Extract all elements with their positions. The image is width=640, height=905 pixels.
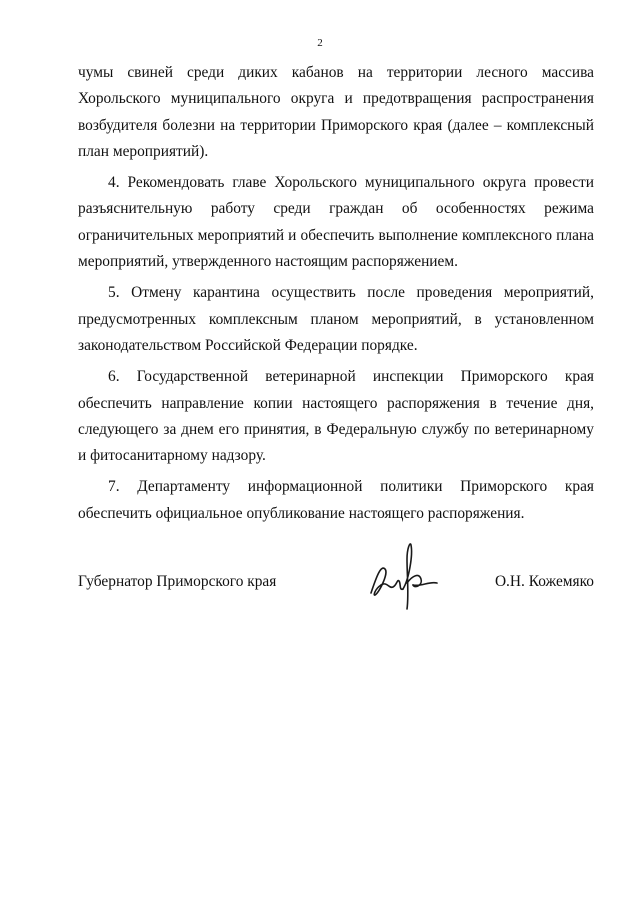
paragraph-item-7: 7. Департаменту информационной политики Приморского края обеспечить официальное опубликование настоящего распоряжения. bbox=[78, 478, 594, 522]
paragraph-item-6: 6. Государственной ветеринарной инспекции Приморского края обеспечить направление копии настоящего распоряжения в течение дня, следующего за днем его принятия, в Федеральную службу по ветеринарному и фитосанитарному надзору. bbox=[78, 368, 594, 465]
handwritten-signature bbox=[363, 535, 443, 615]
paragraph-item-5: 5. Отмену карантина осуществить после проведения мероприятий, предусмотренных комплексным планом мероприятий, в установленном законодательством Российской Федерации порядке. bbox=[78, 284, 594, 354]
signer-name: О.Н. Кожемяко bbox=[494, 573, 594, 590]
signer-title: Губернатор Приморского края bbox=[78, 573, 277, 590]
page-number: 2 bbox=[317, 37, 323, 49]
paragraph-continuation: чумы свиней среди диких кабанов на территории лесного массива Хорольского муниципального округа и предотвращения распространения возбудителя болезни на территории Приморского края (далее – комплексный план мероприятий). bbox=[78, 64, 594, 160]
paragraph-item-4: 4. Рекомендовать главе Хорольского муниципального округа провести разъяснительную работу среди граждан об особенностях режима ограничительных мероприятий и обеспечить выполнение комплексного плана мероприятий, утвержденного настоящим распоряжением. bbox=[78, 174, 594, 271]
document-body bbox=[78, 60, 594, 532]
signature-block bbox=[78, 565, 594, 605]
